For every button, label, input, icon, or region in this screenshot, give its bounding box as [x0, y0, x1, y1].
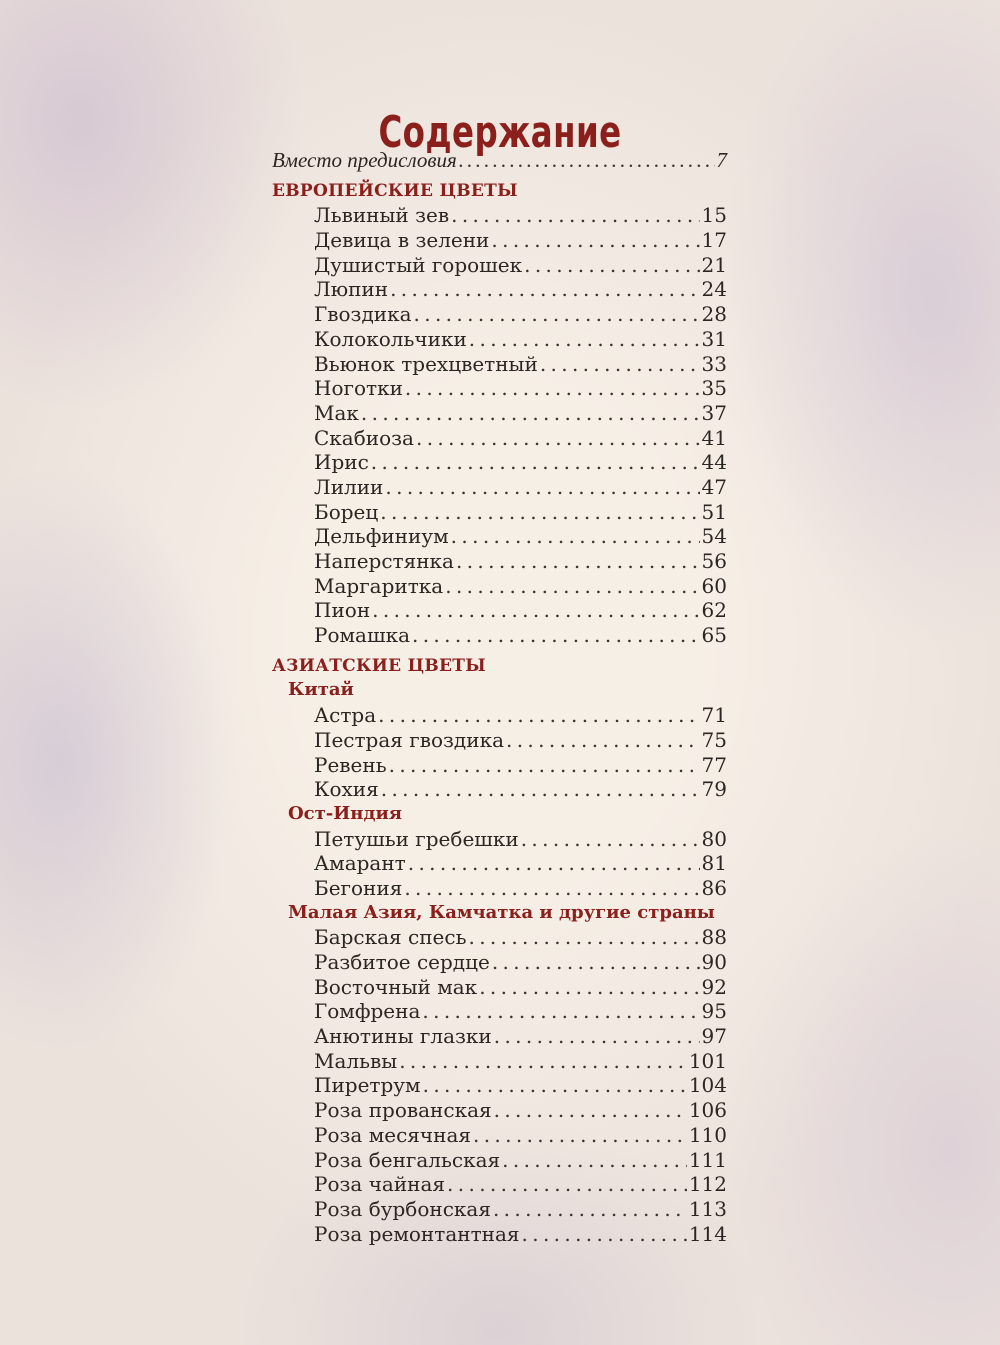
- dot-leader: [371, 450, 700, 475]
- toc-entry-label: Амарант: [314, 851, 406, 876]
- toc-entry[interactable]: [272, 851, 727, 876]
- toc-entry-label: Львиный зев: [314, 203, 450, 228]
- dot-leader: [381, 777, 700, 802]
- toc-entry-page: 113: [688, 1196, 727, 1221]
- east-india-list: [272, 827, 727, 901]
- toc-entry-page: 90: [701, 950, 727, 974]
- toc-entry-page: 92: [701, 974, 727, 999]
- toc-entry-page: 101: [688, 1048, 727, 1073]
- toc-entry-page: 15: [701, 203, 727, 228]
- subsection-heading-asia-minor: Малая Азия, Камчатка и другие страны: [288, 901, 715, 923]
- toc-entry[interactable]: [272, 203, 727, 228]
- toc-entry-label: Роза чайная: [314, 1172, 446, 1197]
- toc-entry-page: 80: [701, 826, 727, 851]
- toc-entry[interactable]: [272, 450, 727, 475]
- dot-leader: [521, 827, 700, 852]
- toc-entry-label: Вместо предисловия: [272, 148, 457, 172]
- dot-leader: [423, 1073, 687, 1098]
- toc-entry-page: 79: [701, 777, 727, 802]
- toc-entry[interactable]: [272, 253, 727, 278]
- toc-entry-label: Ноготки: [314, 376, 403, 401]
- dot-leader: [447, 1172, 687, 1197]
- toc-entry-page: 24: [701, 277, 727, 302]
- dot-leader: [494, 1098, 687, 1123]
- dot-leader: [390, 277, 699, 302]
- dot-leader: [492, 950, 700, 975]
- dot-leader: [414, 302, 700, 327]
- dot-leader: [468, 925, 699, 950]
- dot-leader: [493, 1197, 687, 1222]
- toc-entry-page: 33: [701, 351, 727, 376]
- toc-entry-label: Борец: [314, 499, 379, 524]
- toc-entry-page: 47: [701, 474, 727, 499]
- toc-entry-label: Люпин: [314, 277, 389, 302]
- toc-entry-page: 71: [701, 703, 727, 728]
- dot-leader: [456, 549, 700, 574]
- toc-entry-label: Наперстянка: [314, 549, 454, 573]
- toc-entry[interactable]: [272, 1049, 727, 1074]
- toc-entry-page: 111: [688, 1147, 727, 1172]
- toc-entry-page: 88: [701, 925, 727, 950]
- dot-leader: [540, 352, 700, 377]
- toc-entry[interactable]: [272, 975, 727, 1000]
- toc-entry-label: Мальвы: [314, 1048, 398, 1073]
- toc-entry-page: 51: [701, 499, 727, 524]
- toc-entry-page: 54: [701, 524, 727, 549]
- dot-leader: [459, 148, 715, 173]
- dot-leader: [524, 253, 699, 278]
- dot-leader: [522, 1222, 687, 1247]
- toc-entry[interactable]: [272, 401, 727, 426]
- toc-entry-label: Душистый горошек: [314, 252, 523, 277]
- toc-entry-label: Гвоздика: [314, 302, 412, 327]
- toc-entry-label: Дельфиниум: [314, 524, 449, 549]
- toc-entry-page: 17: [701, 228, 727, 253]
- toc-entry[interactable]: [272, 753, 727, 778]
- toc-entry-label: Маргаритка: [314, 573, 444, 598]
- toc-entry[interactable]: [272, 500, 727, 525]
- toc-entry[interactable]: [272, 376, 727, 401]
- toc-entry[interactable]: [272, 925, 727, 950]
- toc-entry[interactable]: [272, 574, 727, 599]
- dot-leader: [502, 1148, 687, 1173]
- toc-entry[interactable]: [272, 1148, 727, 1173]
- toc-entry-label: Бегония: [314, 875, 403, 900]
- toc-entry-label: Пестрая гвоздика: [314, 727, 504, 752]
- toc-entry-page: 62: [701, 598, 727, 623]
- dot-leader: [372, 598, 699, 623]
- toc-entry[interactable]: [272, 1172, 727, 1197]
- toc-entry[interactable]: [272, 1197, 727, 1222]
- toc-entry[interactable]: [272, 999, 727, 1024]
- toc-entry-label: Вьюнок трехцветный: [314, 351, 538, 376]
- toc-entry-page: 114: [688, 1221, 727, 1246]
- toc-entry-page: 75: [701, 727, 727, 752]
- toc-entry-page: 31: [701, 326, 727, 351]
- toc-entry-label: Анютины глазки: [314, 1024, 492, 1049]
- toc-entry[interactable]: [272, 549, 727, 574]
- dot-leader: [385, 475, 699, 500]
- toc-entry-label: Петушьи гребешки: [314, 826, 519, 851]
- toc-entry[interactable]: [272, 1024, 727, 1049]
- dot-leader: [378, 703, 699, 728]
- dot-leader: [451, 203, 699, 228]
- dot-leader: [380, 500, 699, 525]
- toc-entry-label: Кохия: [314, 777, 379, 802]
- toc-entry-label: Роза бенгальская: [314, 1147, 501, 1172]
- dot-leader: [473, 1123, 687, 1148]
- dot-leader: [404, 876, 699, 901]
- toc-entry-page: 106: [688, 1098, 727, 1123]
- toc-entry-page: 56: [701, 549, 727, 573]
- toc-entry[interactable]: [272, 703, 727, 728]
- toc-entry[interactable]: [272, 876, 727, 901]
- dot-leader: [405, 376, 700, 401]
- toc-entry-label: Скабиоза: [314, 425, 414, 450]
- dot-leader: [408, 851, 700, 876]
- toc-entry-page: 28: [701, 302, 727, 327]
- table-of-contents: [272, 148, 727, 1246]
- toc-entry-page: 81: [701, 851, 727, 876]
- toc-entry-label: Разбитое сердце: [314, 950, 490, 974]
- dot-leader: [445, 574, 699, 599]
- toc-entry-label: Пион: [314, 598, 371, 623]
- toc-entry[interactable]: [272, 475, 727, 500]
- dot-leader: [416, 426, 700, 451]
- china-list: [272, 703, 727, 802]
- toc-entry-label: Роза ремонтантная: [314, 1221, 520, 1246]
- toc-entry[interactable]: [272, 327, 727, 352]
- toc-entry-page: 41: [701, 425, 727, 450]
- toc-entry-preface[interactable]: [272, 148, 727, 173]
- toc-entry[interactable]: [272, 302, 727, 327]
- toc-entry-label: Колокольчики: [314, 326, 467, 351]
- toc-entry-page: 35: [701, 376, 727, 401]
- toc-entry[interactable]: [272, 1098, 727, 1123]
- toc-entry[interactable]: [272, 777, 727, 802]
- toc-entry[interactable]: [272, 524, 727, 549]
- toc-entry-label: Роза прованская: [314, 1098, 492, 1123]
- dot-leader: [469, 327, 700, 352]
- toc-entry-label: Барская спесь: [314, 925, 467, 950]
- toc-entry-page: 104: [688, 1073, 727, 1098]
- toc-entry[interactable]: [272, 623, 727, 648]
- toc-entry-page: 60: [701, 573, 727, 598]
- toc-entry-label: Мак: [314, 400, 359, 425]
- toc-entry[interactable]: [272, 426, 727, 451]
- toc-entry[interactable]: [272, 728, 727, 753]
- toc-entry-label: Астра: [314, 703, 377, 728]
- toc-entry-page: 37: [701, 400, 727, 425]
- toc-entry[interactable]: [272, 950, 727, 975]
- subsection-heading-east-india: Ост-Индия: [288, 802, 403, 824]
- toc-entry-page: 110: [688, 1122, 727, 1147]
- dot-leader: [451, 524, 700, 549]
- page-title: Содержание: [378, 107, 622, 159]
- asia-minor-list: [272, 925, 727, 1246]
- toc-entry-label: Девица в зелени: [314, 228, 490, 253]
- dot-leader: [389, 753, 700, 778]
- dot-leader: [491, 228, 699, 253]
- toc-entry-label: Восточный мак: [314, 974, 478, 999]
- toc-entry[interactable]: [272, 352, 727, 377]
- toc-entry-page: 7: [716, 148, 727, 172]
- section-heading-asian: АЗИАТСКИЕ ЦВЕТЫ: [272, 655, 486, 676]
- toc-entry[interactable]: [272, 827, 727, 852]
- dot-leader: [399, 1049, 687, 1074]
- toc-entry-label: Пиретрум: [314, 1073, 421, 1098]
- dot-leader: [494, 1024, 700, 1049]
- toc-entry-label: Роза месячная: [314, 1122, 471, 1147]
- european-list: [272, 203, 727, 647]
- toc-entry-page: 21: [701, 252, 727, 277]
- dot-leader: [412, 623, 700, 648]
- dot-leader: [506, 728, 700, 753]
- toc-entry[interactable]: [272, 1222, 727, 1247]
- dot-leader: [422, 999, 699, 1024]
- toc-entry-label: Гомфрена: [314, 999, 421, 1024]
- toc-entry-page: 77: [701, 752, 727, 777]
- toc-entry[interactable]: [272, 1123, 727, 1148]
- dot-leader: [479, 975, 699, 1000]
- toc-entry-label: Роза бурбонская: [314, 1196, 491, 1221]
- toc-entry[interactable]: [272, 228, 727, 253]
- subsection-heading-china: Китай: [288, 679, 354, 701]
- toc-entry-label: Лилии: [314, 474, 384, 499]
- toc-entry-label: Ревень: [314, 752, 387, 777]
- section-heading-european: ЕВРОПЕЙСКИЕ ЦВЕТЫ: [272, 180, 518, 201]
- toc-entry-page: 97: [701, 1024, 727, 1049]
- toc-entry-page: 65: [701, 623, 727, 648]
- toc-entry-page: 112: [688, 1172, 727, 1197]
- toc-entry-page: 95: [701, 999, 727, 1024]
- toc-entry-label: Ромашка: [314, 623, 410, 648]
- toc-entry[interactable]: [272, 277, 727, 302]
- toc-entry[interactable]: [272, 598, 727, 623]
- toc-entry-page: 44: [701, 450, 727, 475]
- toc-entry-label: Ирис: [314, 450, 369, 475]
- dot-leader: [361, 401, 700, 426]
- toc-entry[interactable]: [272, 1073, 727, 1098]
- toc-entry-page: 86: [701, 875, 727, 900]
